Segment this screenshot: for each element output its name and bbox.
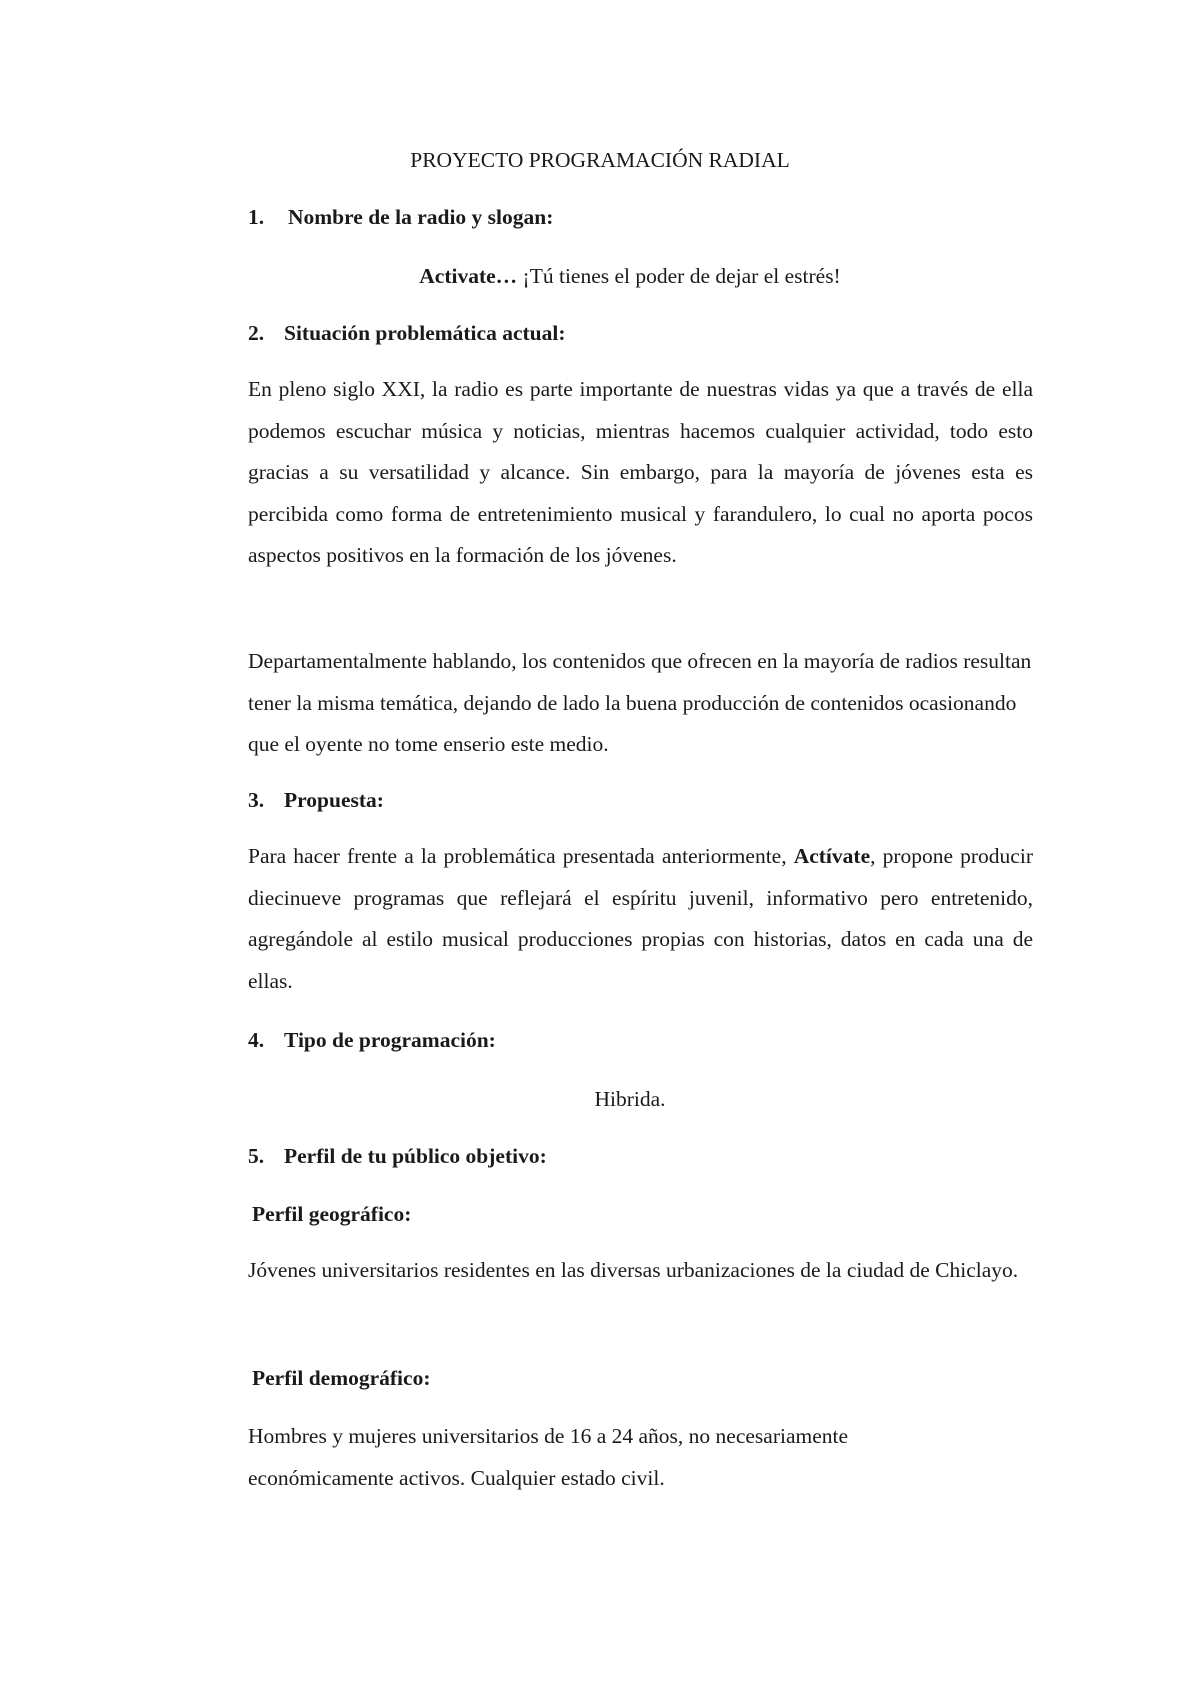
situation-paragraph-1: En pleno siglo XXI, la radio es parte importante de nuestras vidas ya que a través de ella podemos escuchar música y noticias, mientras hacemos cualquier actividad, todo esto gracias a su versatilidad y alcance. Sin embargo, para la mayoría de jóvenes esta es percibida como forma de entretenimiento musical y farandulero, lo cual no aporta pocos aspectos positivos en la formación de los jóvenes. xyxy=(248,377,1033,567)
section-number: 5. xyxy=(248,1144,265,1168)
slogan-text: ¡Tú tienes el poder de dejar el estrés! xyxy=(517,264,841,288)
section-number: 2. xyxy=(248,321,265,345)
section-number: 4. xyxy=(248,1028,265,1052)
section-heading-4 xyxy=(248,1025,496,1055)
demographic-profile-heading: Perfil demográfico: xyxy=(252,1366,431,1390)
section-heading-3 xyxy=(248,785,384,815)
section-heading-text: Situación problemática actual: xyxy=(284,321,566,345)
proposal-paragraph xyxy=(248,836,1033,1002)
programming-type: Hibrida. xyxy=(594,1087,666,1111)
section-heading-text: Tipo de programación: xyxy=(284,1028,496,1052)
section-heading-text: Nombre de la radio y slogan: xyxy=(288,205,554,229)
proposal-text-before: Para hacer frente a la problemática presentada anteriormente, xyxy=(248,844,794,868)
geographic-profile-text: Jóvenes universitarios residentes en las diversas urbanizaciones de la ciudad de Chiclayo. xyxy=(248,1258,1019,1282)
section-heading-2 xyxy=(248,318,565,348)
geographic-profile-heading: Perfil geográfico: xyxy=(252,1202,412,1226)
section-heading-5 xyxy=(248,1141,547,1171)
section-heading-text: Propuesta: xyxy=(284,788,384,812)
section-number: 1. xyxy=(248,205,265,229)
radio-name: Activate… xyxy=(419,264,518,288)
demographic-profile-text: Hombres y mujeres universitarios de 16 a 24 años, no necesariamente económicamente activos. Cualquier estado civil. xyxy=(248,1424,849,1490)
section-heading-text: Perfil de tu público objetivo: xyxy=(284,1144,547,1168)
proposal-text-after: , propone producir diecinueve programas que reflejará el espíritu juvenil, informativo pero entretenido, agregándole al estilo musical producciones propias con historias, datos en cada una de ellas. xyxy=(248,844,1033,993)
slogan-line xyxy=(0,261,1200,291)
document-title: PROYECTO PROGRAMACIÓN RADIAL xyxy=(410,148,790,172)
section-heading-1 xyxy=(248,202,553,232)
section-number: 3. xyxy=(248,788,265,812)
situation-paragraph-2: Departamentalmente hablando, los contenidos que ofrecen en la mayoría de radios resultan tener la misma temática, dejando de lado la buena producción de contenidos ocasionando que el oyente no tome enserio este medio. xyxy=(248,649,1032,756)
proposal-radio-name: Actívate xyxy=(793,844,871,868)
